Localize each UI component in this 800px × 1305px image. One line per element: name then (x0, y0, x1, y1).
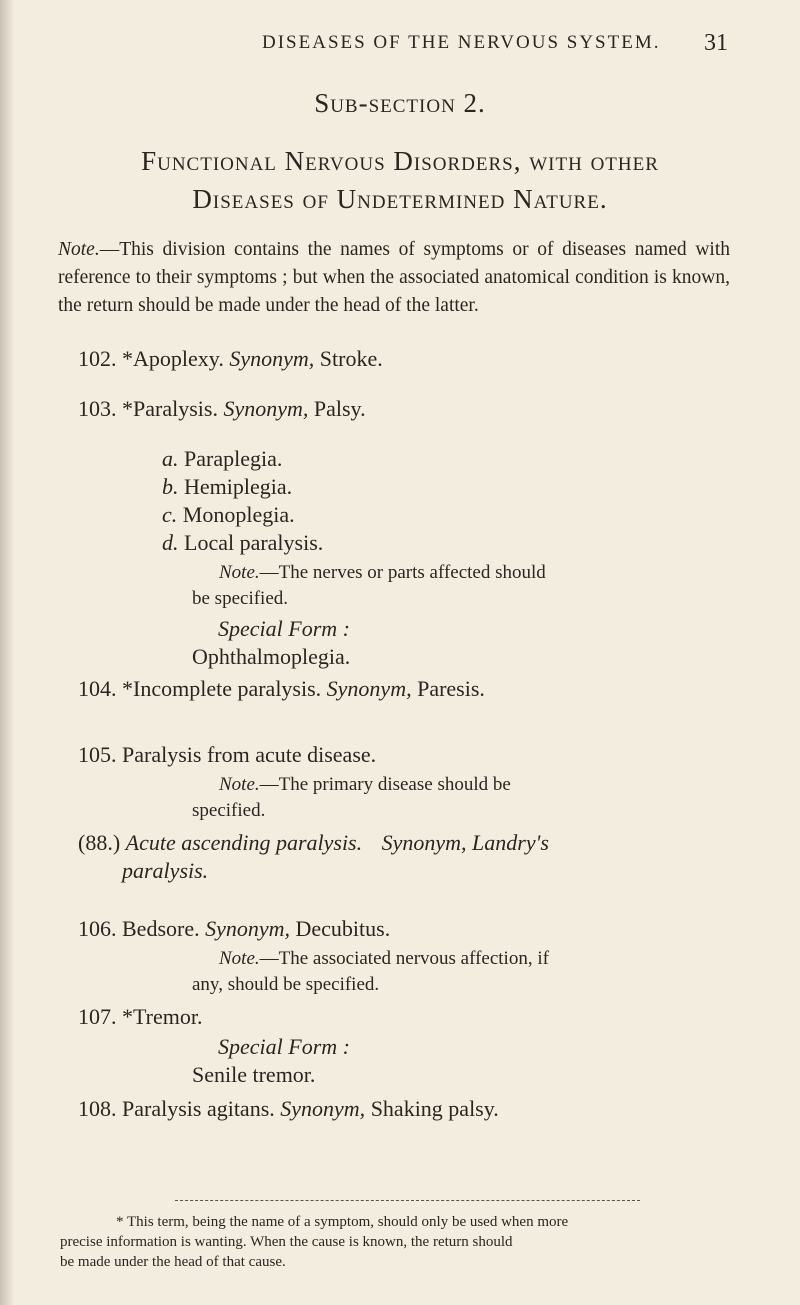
entry-102 (78, 346, 383, 372)
subsection-heading: Sub-section 2. (314, 88, 486, 118)
entry-107 (78, 1004, 202, 1030)
footnote-star: * (116, 1214, 124, 1230)
synonym-value: Stroke. (319, 346, 383, 371)
synonym-value: Shaking palsy. (370, 1096, 499, 1121)
note-text: —The associated nervous affection, if (259, 948, 549, 969)
note-105-line-2: specified. (192, 800, 266, 821)
synonym-value: Landry's (472, 830, 549, 855)
intro-note (58, 236, 730, 320)
synonym-value: Palsy. (313, 396, 366, 421)
sub-item-letter: a. (162, 446, 179, 471)
entry-number: 106. (78, 916, 117, 941)
running-head (262, 30, 728, 56)
entry-105 (78, 742, 376, 768)
synonym-label: Synonym, (326, 676, 412, 701)
note-label: Note. (219, 562, 260, 583)
note-106-line-2: any, should be specified. (192, 974, 380, 995)
sub-item-text: Monoplegia. (182, 502, 295, 527)
intro-note-label: Note. (58, 239, 100, 260)
synonym-label: Synonym, (223, 396, 309, 421)
synonym-value: Decubitus. (295, 916, 391, 941)
sub-item-c (162, 502, 295, 528)
entry-106 (78, 916, 390, 942)
sub-item-b (162, 474, 292, 500)
special-form-value: Senile tremor. (192, 1062, 316, 1087)
entry-103 (78, 396, 366, 422)
entry-name: Acute ascending paralysis. (125, 830, 363, 855)
entry-name: *Incomplete paralysis. (122, 676, 322, 701)
entry-number: 102. (78, 346, 117, 371)
footnote-rule (175, 1200, 640, 1201)
entry-name: Paralysis from acute disease. (122, 742, 377, 767)
section-title-line-1: Functional Nervous Disorders, with other (141, 146, 659, 176)
entry-name: *Paralysis. (122, 396, 218, 421)
entry-name: Bedsore. (122, 916, 200, 941)
synonym-label: Synonym, (205, 916, 291, 941)
entry-name: Paralysis agitans. (122, 1096, 275, 1121)
note-sub-d-line-2: be specified. (192, 588, 289, 609)
entry-number: 103. (78, 396, 117, 421)
synonym-label: Synonym, (229, 346, 315, 371)
note-label: Note. (219, 774, 260, 795)
page-number: 31 (704, 30, 728, 56)
sub-item-letter: d. (162, 530, 179, 555)
section-title-line-2: Diseases of Undetermined Nature. (192, 184, 608, 214)
entry-88 (78, 830, 549, 856)
entry-104 (78, 676, 485, 702)
footnote-text: This term, being the name of a symptom, should only be used when more (126, 1214, 569, 1230)
entry-number: 108. (78, 1096, 117, 1121)
entry-name: *Apoplexy. (122, 346, 224, 371)
entry-number: 105. (78, 742, 117, 767)
footnote (60, 1212, 732, 1272)
intro-note-text: —This division contains the names of symptoms or of diseases named with reference to their symptoms ; but when the associated anatomical condition is known, the return should be made under the head of the latter. (58, 239, 730, 316)
sub-item-text: Local paralysis. (184, 530, 324, 555)
note-106-line-1 (219, 948, 549, 970)
special-form-label: Special Form : (218, 616, 350, 641)
sub-item-letter: b. (162, 474, 179, 499)
sub-item-letter: c. (162, 502, 178, 527)
sub-item-text: Paraplegia. (184, 446, 283, 471)
footnote-line-2: precise information is wanting. When the cause is known, the return should (60, 1234, 513, 1250)
entry-number: 107. (78, 1004, 117, 1029)
special-form-value: Ophthalmoplegia. (192, 644, 351, 669)
footnote-line-1 (60, 1212, 732, 1232)
sub-item-d (162, 530, 323, 556)
entry-name: *Tremor. (122, 1004, 203, 1029)
sub-item-text: Hemiplegia. (184, 474, 293, 499)
entry-88-continuation: paralysis. (122, 858, 209, 883)
note-105-line-1 (219, 774, 511, 796)
note-label: Note. (219, 948, 260, 969)
footnote-line-3: be made under the head of that cause. (60, 1254, 286, 1270)
entry-number: (88.) (78, 830, 121, 855)
sub-item-a (162, 446, 282, 472)
note-sub-d-line-1 (219, 562, 546, 584)
entry-108 (78, 1096, 499, 1122)
synonym-value: Paresis. (417, 676, 485, 701)
synonym-label: Synonym, (381, 830, 467, 855)
note-text: —The nerves or parts affected should (259, 562, 546, 583)
entry-number: 104. (78, 676, 117, 701)
note-text: —The primary disease should be (259, 774, 511, 795)
running-head-title: DISEASES OF THE NERVOUS SYSTEM. (262, 32, 661, 53)
synonym-label: Synonym, (280, 1096, 366, 1121)
special-form-label: Special Form : (218, 1034, 350, 1059)
